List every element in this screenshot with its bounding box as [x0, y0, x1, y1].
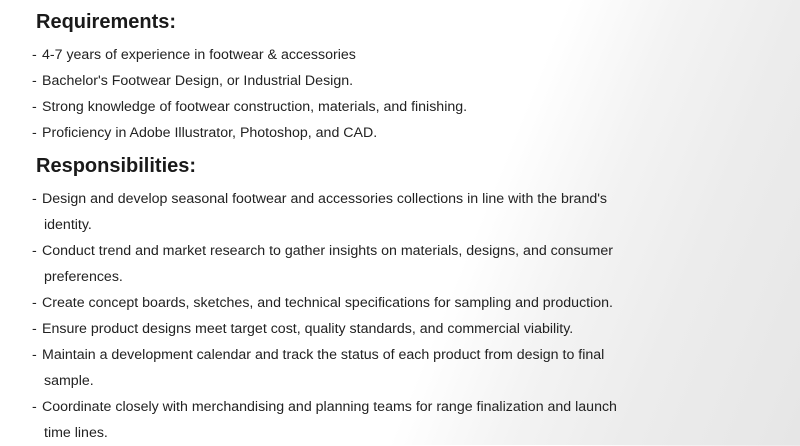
bullet-dash: -	[32, 347, 37, 363]
responsibility-text-line1: Coordinate closely with merchandising and planning teams for range finalization and launch	[42, 399, 617, 415]
bullet-dash: -	[32, 191, 37, 207]
requirement-text: Proficiency in Adobe Illustrator, Photoshop, and CAD.	[42, 125, 378, 141]
responsibility-text-line1: Design and develop seasonal footwear and accessories collections in line with the brand's	[42, 191, 608, 207]
responsibility-item	[0, 186, 617, 238]
requirement-text: Bachelor's Footwear Design, or Industrial Design.	[42, 73, 354, 89]
requirement-item	[0, 120, 467, 146]
responsibility-item	[0, 290, 617, 316]
responsibility-item	[0, 342, 617, 394]
responsibility-item	[0, 238, 617, 290]
requirement-text: 4-7 years of experience in footwear & accessories	[42, 47, 356, 63]
bullet-dash: -	[32, 125, 37, 141]
bullet-dash: -	[32, 295, 37, 311]
responsibility-text-line2: preferences.	[44, 269, 123, 285]
requirement-item	[0, 68, 467, 94]
requirement-item	[0, 94, 467, 120]
requirement-item	[0, 42, 467, 68]
responsibility-text-line1: Create concept boards, sketches, and technical specifications for sampling and production.	[42, 295, 613, 311]
responsibility-text-line2: time lines.	[44, 425, 108, 441]
requirements-heading: Requirements:	[36, 11, 177, 33]
responsibilities-heading: Responsibilities:	[36, 155, 197, 177]
bullet-dash: -	[32, 99, 37, 115]
bullet-dash: -	[32, 47, 37, 63]
responsibility-item	[0, 394, 617, 446]
responsibility-text-line1: Conduct trend and market research to gather insights on materials, designs, and consumer	[42, 243, 613, 259]
bullet-dash: -	[32, 73, 37, 89]
responsibility-text-line1: Ensure product designs meet target cost, quality standards, and commercial viability.	[42, 321, 574, 337]
responsibility-text-line2: sample.	[44, 373, 94, 389]
bullet-dash: -	[32, 243, 37, 259]
bullet-dash: -	[32, 399, 37, 415]
requirement-text: Strong knowledge of footwear construction, materials, and finishing.	[42, 99, 468, 115]
bullet-dash: -	[32, 321, 37, 337]
responsibilities-list	[0, 186, 617, 446]
responsibility-text-line1: Maintain a development calendar and track the status of each product from design to final	[42, 347, 605, 363]
responsibility-text-line2: identity.	[44, 217, 92, 233]
responsibility-item	[0, 316, 617, 342]
requirements-list	[0, 42, 467, 146]
